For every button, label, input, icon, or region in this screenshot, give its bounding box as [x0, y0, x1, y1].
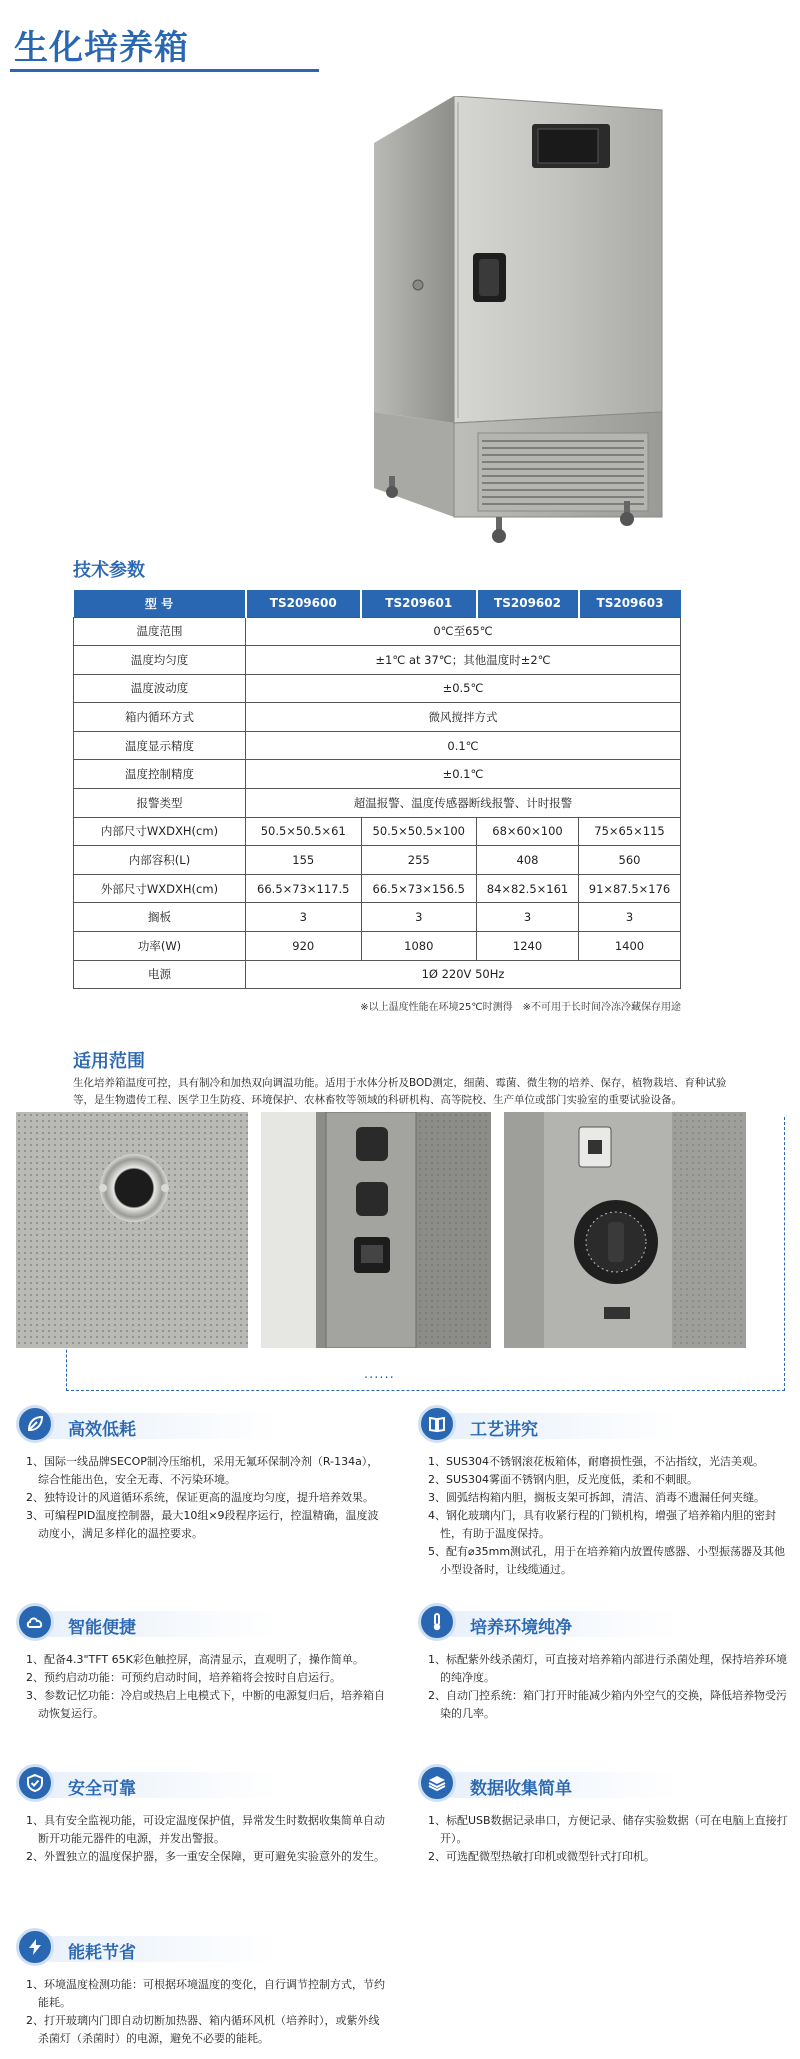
- feature-title: 培养环境纯净: [470, 1618, 572, 1638]
- list-item: 1、SUS304不锈钢滚花板箱体，耐磨损性强，不沾指纹，光洁美观。: [428, 1455, 765, 1468]
- leaf-icon: [16, 1405, 54, 1443]
- list-item: 3、圆弧结构箱内胆，搁板支架可拆卸，清洁、消毒不遗漏任何夹缝。: [428, 1491, 765, 1504]
- row-label: 报警类型: [74, 789, 246, 818]
- list-item: 2、自动门控系统：箱门打开时能减少箱内外空气的交换，降低培养物受污染的几率。: [428, 1689, 787, 1720]
- row-value: ±0.5℃: [246, 674, 681, 703]
- cell: 408: [477, 846, 579, 875]
- feature-list: [16, 1453, 386, 1543]
- row-label: 内部尺寸WXDXH(cm): [74, 817, 246, 846]
- feature-title: 工艺讲究: [470, 1420, 538, 1440]
- usage-section-title: 适用范围: [73, 1051, 145, 1072]
- bolt-icon: [16, 1928, 54, 1966]
- feature-title: 高效低耗: [68, 1420, 136, 1440]
- table-row: [74, 817, 681, 846]
- control-panel-photo: [504, 1112, 746, 1348]
- book-icon: [418, 1405, 456, 1443]
- cell: 66.5×73×156.5: [361, 874, 477, 903]
- cell: 1240: [477, 932, 579, 961]
- spec-table-header: [74, 590, 681, 617]
- feature-craftsmanship: [418, 1405, 788, 1579]
- list-item: 4、钢化玻璃内门，具有收紧行程的门锁机构，增强了培养箱内胆的密封性，有助于温度保持。: [428, 1509, 776, 1540]
- list-item: 2、预约启动功能：可预约启动时间，培养箱将会按时自启运行。: [26, 1671, 341, 1684]
- detail-photos: [16, 1112, 746, 1348]
- list-item: 1、标配USB数据记录串口，方便记录、储存实验数据（可在电脑上直接打开）。: [428, 1814, 788, 1845]
- cell: 155: [246, 846, 362, 875]
- row-label: 温度范围: [74, 617, 246, 646]
- header-cell: 型 号: [74, 590, 246, 617]
- list-item: 1、环境温度检测功能：可根据环境温度的变化，自行调节控制方式，节约能耗。: [26, 1978, 385, 2009]
- feature-safety: [16, 1764, 386, 1866]
- cell: 66.5×73×117.5: [246, 874, 362, 903]
- feature-efficiency: [16, 1405, 386, 1543]
- cell: 1080: [361, 932, 477, 961]
- feature-title: 数据收集简单: [470, 1779, 572, 1799]
- cell: 3: [246, 903, 362, 932]
- feature-title: 智能便捷: [68, 1618, 136, 1638]
- list-item: 1、标配紫外线杀菌灯，可直接对培养箱内部进行杀菌处理，保持培养环境的纯净度。: [428, 1653, 787, 1684]
- row-value: 0.1℃: [246, 731, 681, 760]
- table-row: [74, 646, 681, 675]
- list-item: 5、配有⌀35mm测试孔，用于在培养箱内放置传感器、小型振荡器及其他小型设备时，让线缆通过。: [428, 1545, 786, 1576]
- cell: 91×87.5×176: [579, 874, 681, 903]
- spec-table: [73, 590, 681, 989]
- row-value: 微风搅拌方式: [246, 703, 681, 732]
- list-item: 2、可选配微型热敏打印机或微型针式打印机。: [428, 1850, 655, 1863]
- row-value: 超温报警、温度传感器断线报警、计时报警: [246, 789, 681, 818]
- list-item: 2、SUS304雾面不锈钢内胆，反光度低，柔和不刺眼。: [428, 1473, 699, 1486]
- row-label: 功率(W): [74, 932, 246, 961]
- table-row: [74, 731, 681, 760]
- cell: 1400: [579, 932, 681, 961]
- title-underline: [10, 69, 319, 72]
- feature-energy-saving: [16, 1928, 386, 2048]
- header-cell: TS209603: [579, 590, 681, 617]
- spec-section-title: 技术参数: [73, 560, 145, 581]
- row-label: 温度均匀度: [74, 646, 246, 675]
- shield-check-icon: [16, 1764, 54, 1802]
- table-row: [74, 960, 681, 989]
- sockets-photo: [261, 1112, 491, 1348]
- incubator-product-image: [374, 96, 682, 551]
- list-item: 2、打开玻璃内门即自动切断加热器、箱内循环风机（培养时），或紫外线杀菌灯（杀菌时）的电源，避免不必要的能耗。: [26, 2014, 380, 2045]
- row-label: 内部容积(L): [74, 846, 246, 875]
- cell: 50.5×50.5×61: [246, 817, 362, 846]
- cell: 3: [579, 903, 681, 932]
- feature-list: [16, 1976, 386, 2048]
- feature-list: [418, 1453, 788, 1579]
- row-value: ±0.1℃: [246, 760, 681, 789]
- feature-list: [418, 1812, 788, 1866]
- list-item: 2、独特设计的风道循环系统，保证更高的温度均匀度，提升培养效果。: [26, 1491, 374, 1504]
- row-value: 1Ø 220V 50Hz: [246, 960, 681, 989]
- row-label: 温度显示精度: [74, 731, 246, 760]
- test-port-photo: [16, 1112, 248, 1348]
- cell: 50.5×50.5×100: [361, 817, 477, 846]
- table-row: [74, 932, 681, 961]
- cell: 920: [246, 932, 362, 961]
- cell: 560: [579, 846, 681, 875]
- cell: 75×65×115: [579, 817, 681, 846]
- cell: 3: [361, 903, 477, 932]
- table-row: [74, 674, 681, 703]
- ellipsis-dots: ......: [364, 1367, 395, 1382]
- cell: 84×82.5×161: [477, 874, 579, 903]
- table-row: [74, 903, 681, 932]
- cell: 255: [361, 846, 477, 875]
- feature-list: [16, 1651, 386, 1723]
- row-label: 箱内循环方式: [74, 703, 246, 732]
- thermometer-icon: [418, 1603, 456, 1641]
- table-row: [74, 846, 681, 875]
- table-row: [74, 617, 681, 646]
- table-row: [74, 760, 681, 789]
- feature-clean-environment: [418, 1603, 788, 1723]
- list-item: 3、可编程PID温度控制器，最大10组×9段程序运行，控温精确，温度波动度小，满足多样化的温控要求。: [26, 1509, 379, 1540]
- row-label: 温度控制精度: [74, 760, 246, 789]
- dashed-frame-left: [66, 1345, 67, 1391]
- row-value: 0℃至65℃: [246, 617, 681, 646]
- feature-list: [418, 1651, 788, 1723]
- row-label: 电源: [74, 960, 246, 989]
- usage-text: 生化培养箱温度可控，具有制冷和加热双向调温功能。适用于水体分析及BOD测定，细菌、霉菌、微生物的培养、保存，植物栽培、育种试验等，是生物遗传工程、医学卫生防疫、环境保护、农林畜牧等领域的科研机构、高等院校、生产单位或部门实验室的重要试验设备。: [73, 1077, 727, 1106]
- header-cell: TS209600: [246, 590, 362, 617]
- list-item: 1、配备4.3"TFT 65K彩色触控屏，高清显示，直观明了，操作简单。: [26, 1653, 364, 1666]
- feature-data-collection: [418, 1764, 788, 1866]
- row-label: 搁板: [74, 903, 246, 932]
- table-row: [74, 789, 681, 818]
- feature-list: [16, 1812, 386, 1866]
- cloud-icon: [16, 1603, 54, 1641]
- row-value: ±1℃ at 37℃；其他温度时±2℃: [246, 646, 681, 675]
- cell: 68×60×100: [477, 817, 579, 846]
- feature-smart: [16, 1603, 386, 1723]
- header-cell: TS209602: [477, 590, 579, 617]
- feature-title: 能耗节省: [68, 1943, 136, 1963]
- list-item: 1、国际一线品牌SECOP制冷压缩机，采用无氟环保制冷剂（R-134a），综合性能出色，安全无毒、不污染环境。: [26, 1455, 379, 1486]
- list-item: 3、参数记忆功能：冷启或热启上电模式下，中断的电源复归后，培养箱自动恢复运行。: [26, 1689, 385, 1720]
- table-row: [74, 874, 681, 903]
- table-row: [74, 703, 681, 732]
- database-icon: [418, 1764, 456, 1802]
- header-cell: TS209601: [361, 590, 477, 617]
- row-label: 温度波动度: [74, 674, 246, 703]
- row-label: 外部尺寸WXDXH(cm): [74, 874, 246, 903]
- list-item: 1、具有安全监视功能，可设定温度保护值，异常发生时数据收集简单自动断开功能元器件的电源，并发出警报。: [26, 1814, 385, 1845]
- spec-note: ※以上温度性能在环境25℃时测得 ※不可用于长时间冷冻冷藏保存用途: [360, 1002, 681, 1013]
- feature-title: 安全可靠: [68, 1779, 136, 1799]
- cell: 3: [477, 903, 579, 932]
- list-item: 2、外置独立的温度保护器，多一重安全保障，更可避免实验意外的发生。: [26, 1850, 385, 1863]
- page-title: 生化培养箱: [14, 28, 189, 68]
